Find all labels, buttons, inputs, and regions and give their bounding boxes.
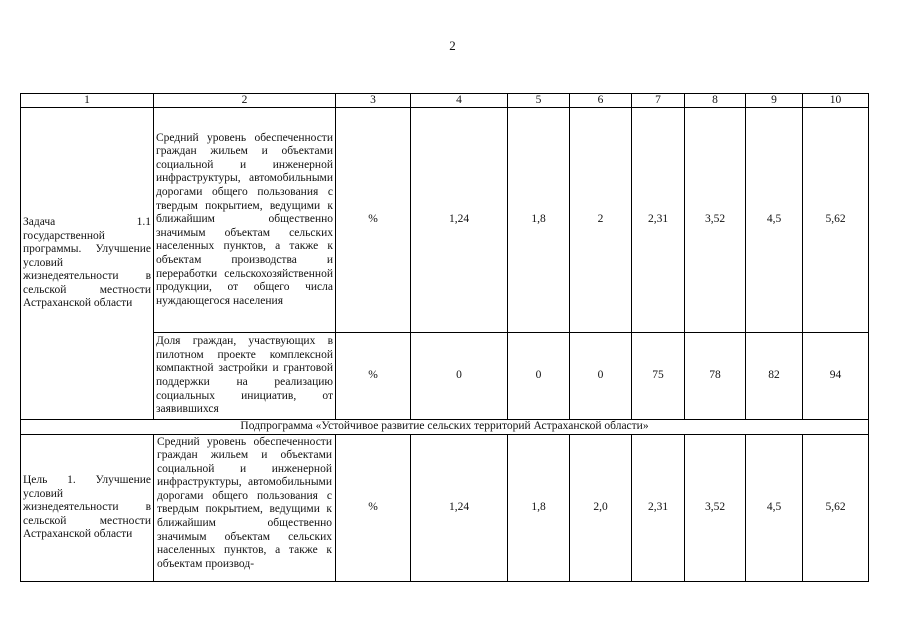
value-cell: 3,52: [685, 435, 746, 582]
indicator-cell: Средний уровень обеспеченности граждан жильем и объектами социальной и инженерной инфраструктуры, автомобильными дорогами общего пользования с твердым покрытием, ведущими к ближайшим общественно значимым объектам сельских населенных пунктов, а также к объектам производства и переработки сельскохозяйственной продукции, от общего числа нуждающегося населения: [154, 108, 336, 333]
value-cell: 4,5: [746, 108, 803, 333]
header-cell: 6: [570, 94, 632, 108]
value-cell: 2,31: [632, 108, 685, 333]
value-cell: 0: [570, 333, 632, 420]
unit-cell: %: [336, 333, 411, 420]
value-cell: 1,8: [508, 108, 570, 333]
header-cell: 2: [154, 94, 336, 108]
value-cell: 78: [685, 333, 746, 420]
value-cell: 5,62: [803, 435, 869, 582]
value-cell: 1,24: [411, 435, 508, 582]
page-number: 2: [449, 38, 456, 53]
subprogram-title: Подпрограмма «Устойчивое развитие сельских территорий Астраханской области»: [21, 420, 869, 435]
value-cell: 94: [803, 333, 869, 420]
value-cell: 1,8: [508, 435, 570, 582]
value-cell: 2: [570, 108, 632, 333]
value-cell: 82: [746, 333, 803, 420]
table-header-row: [21, 94, 869, 108]
subprogram-row: [21, 420, 869, 435]
header-cell: 9: [746, 94, 803, 108]
task-cell: Задача 1.1 государственной программы. Улучшение условий жизнедеятельности в сельской местности Астраханской области: [21, 108, 154, 420]
value-cell: 1,24: [411, 108, 508, 333]
value-cell: 0: [508, 333, 570, 420]
unit-cell: %: [336, 108, 411, 333]
header-cell: 8: [685, 94, 746, 108]
value-cell: 5,62: [803, 108, 869, 333]
value-cell: 4,5: [746, 435, 803, 582]
indicators-table: [20, 93, 869, 582]
value-cell: 2,31: [632, 435, 685, 582]
value-cell: 75: [632, 333, 685, 420]
header-cell: 5: [508, 94, 570, 108]
header-cell: 10: [803, 94, 869, 108]
indicator-cell: [154, 435, 336, 582]
value-cell: 2,0: [570, 435, 632, 582]
table-row: [21, 108, 869, 333]
header-cell: 3: [336, 94, 411, 108]
header-cell: 7: [632, 94, 685, 108]
value-cell: 3,52: [685, 108, 746, 333]
value-cell: 0: [411, 333, 508, 420]
indicator-text: Средний уровень обеспеченности граждан жильем и объектами социальной и инженерной инфраструктуры, автомобильными дорогами общего пользования с твердым покрытием, ведущими к ближайшим общественно значимым объектам сельских населенных пунктов, а также к объектам производ-: [157, 435, 332, 570]
header-cell: 4: [411, 94, 508, 108]
unit-cell: %: [336, 435, 411, 582]
goal-cell: Цель 1. Улучшение условий жизнедеятельности в сельской местности Астраханской области: [21, 435, 154, 582]
indicator-cell: Доля граждан, участвующих в пилотном проекте комплексной компактной застройки и грантовой поддержки на реализацию социальных инициатив, от заявившихся: [154, 333, 336, 420]
table-row: [21, 435, 869, 582]
header-cell: 1: [21, 94, 154, 108]
